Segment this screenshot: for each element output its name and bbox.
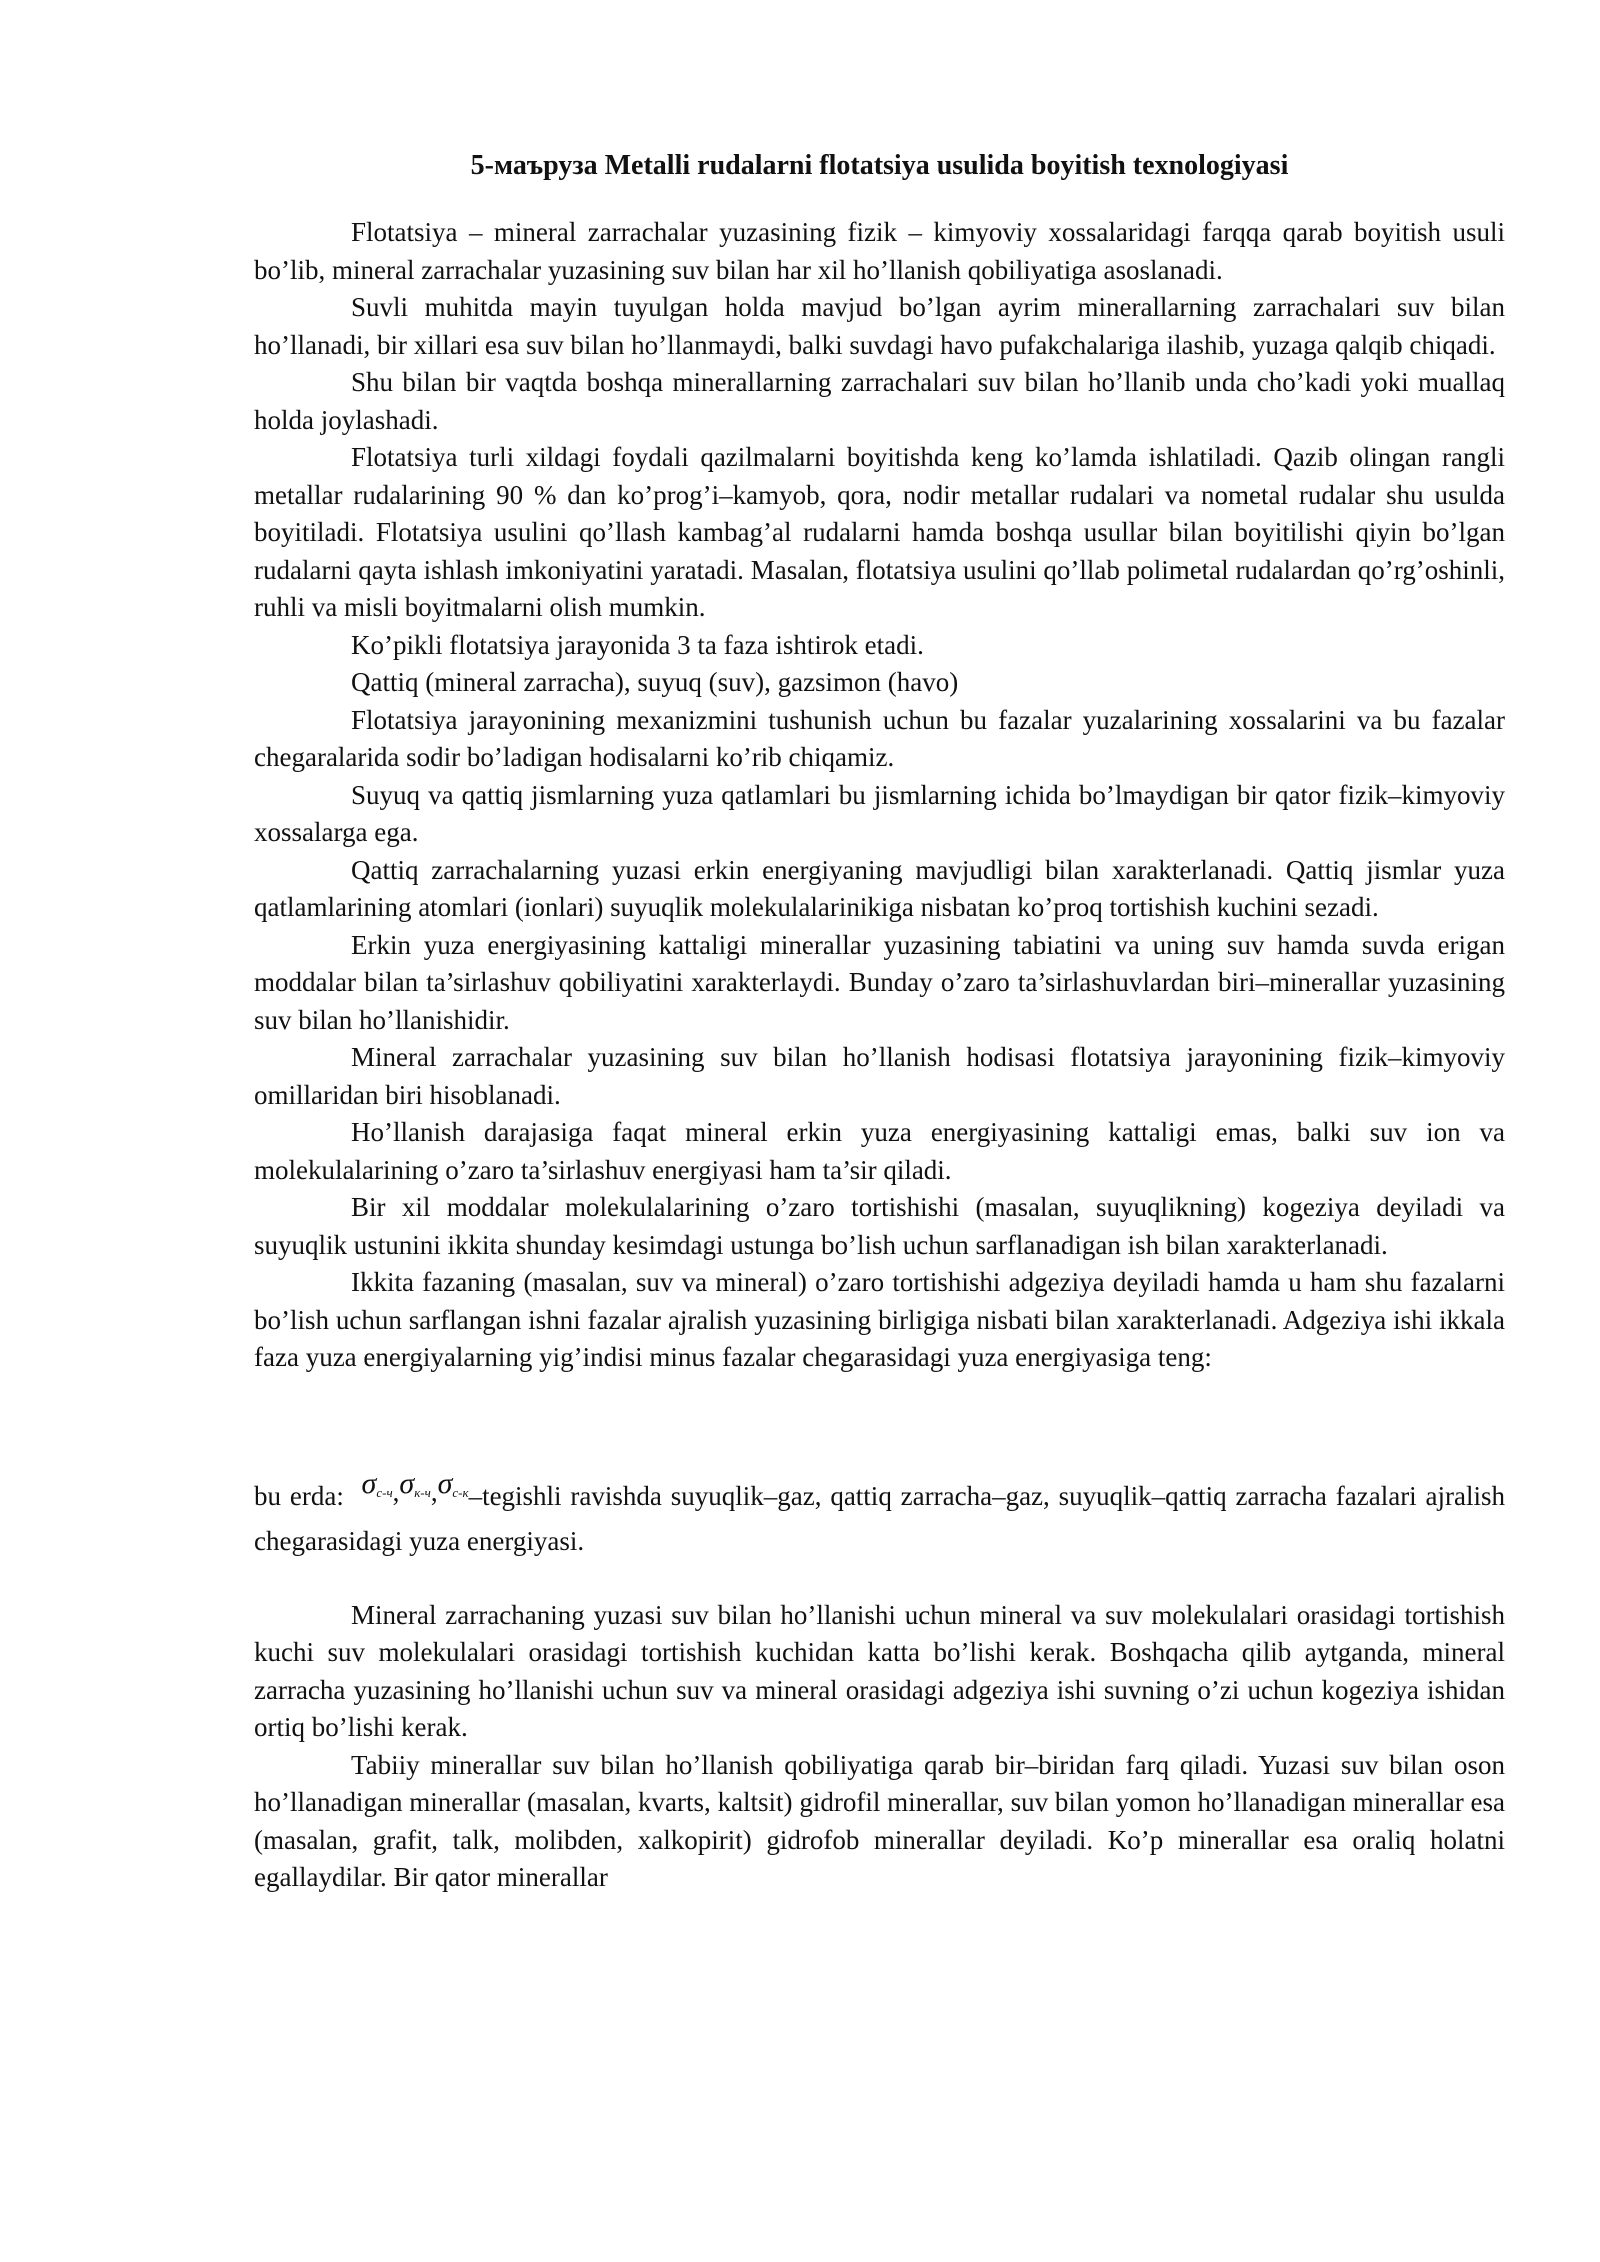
paragraph: Ikkita fazaning (masalan, suv va mineral) o’zaro tortishishi adgeziya deyiladi hamda u ham shu fazalarni bo’lish uchun sarflangan ishni fazalar ajralish yuzasining birligiga nisbati bilan xarakterlanadi. Adgeziya ishi ikkala faza yuza energiyalarning yig’indisi minus fazalar chegarasidagi yuza energiyasiga teng: bbox=[254, 1267, 1505, 1372]
spacer bbox=[254, 1561, 1505, 1597]
paragraph: Mineral zarrachaning yuzasi suv bilan ho’llanishi uchun mineral va suv molekulalari orasidagi tortishish kuchi suv molekulalari orasidagi tortishish kuchidan katta bo’lishi kerak. Boshqacha qilib aytganda, mineral zarracha yuzasining ho’llanishi uchun suv va mineral orasidagi adgeziya ishi suvning o’zi uchun kogeziya ishidan ortiq bo’lishi kerak. bbox=[254, 1599, 1505, 1742]
paragraph: Ho’llanish darajasiga faqat mineral erkin yuza energiyasining kattaligi emas, balki suv ion va molekulalarining o’zaro ta’sirlashuv energiyasi ham ta’sir qiladi. bbox=[254, 1117, 1505, 1185]
paragraph: Suvli muhitda mayin tuyulgan holda mavjud bo’lgan ayrim minerallarning zarrachalari suv bilan ho’llanadi, bir xillari esa suv bilan ho’llanmaydi, balki suvdagi havo pufakchalariga ilashib, yuzaga qalqib chiqadi. bbox=[254, 292, 1505, 360]
paragraph: Ko’pikli flotatsiya jarayonida 3 ta faza ishtirok etadi. bbox=[351, 629, 924, 660]
paragraph: Qattiq zarrachalarning yuzasi erkin energiyaning mavjudligi bilan xarakterlanadi. Qattiq jismlar yuza qatlamlarining atomlari (ionlari) suyuqlik molekulalarinikiga nisbatan ko’proq tortishish kuchini sezadi. bbox=[254, 854, 1505, 922]
formula-note-text: –tegishli ravishda suyuqlik–gaz, qattiq zarracha–gaz, suyuqlik–qattiq zarracha fazalari ajralish chegarasidagi yuza energiyasi. bbox=[254, 1480, 1506, 1556]
lecture-title: 5-маъруза Metalli rudalarni flotatsiya usulida boyitish texnologiyasi bbox=[470, 150, 1289, 181]
formula-note-lead: bu erda: bbox=[254, 1480, 344, 1511]
paragraph: Shu bilan bir vaqtda boshqa minerallarning zarrachalari suv bilan ho’llanib unda cho’kadi yoki muallaq holda joylashadi. bbox=[254, 367, 1505, 435]
sigma-solid-gas: $\sigma_{к-ч}$ bbox=[399, 1466, 431, 1500]
formula-placeholder bbox=[254, 1377, 1505, 1477]
sigma-liquid-gas: $\sigma_{с-ч}$ bbox=[361, 1466, 393, 1500]
paragraph: Flotatsiya turli xildagi foydali qazilmalarni boyitishda keng ko’lamda ishlatiladi. Qazib olingan rangli metallar rudalarining 90 % dan ko’prog’i–kamyob, qora, nodir metallar rudalari va nometal rudalar shu usulda boyitiladi. Flotatsiya usulini qo’llash kambag’al rudalarni hamda boshqa usullar bilan boyitilishi qiyin bo’lgan rudalarni qayta ishlash imkoniyatini yaratadi. Masalan, flotatsiya usulini qo’llab polimetal rudalardan qo’rg’oshinli, ruhli va misli boyitmalarni olish mumkin. bbox=[254, 442, 1505, 622]
body-section-b bbox=[254, 1597, 1505, 1897]
paragraph: Mineral zarrachalar yuzasining suv bilan ho’llanish hodisasi flotatsiya jarayonining fizik–kimyoviy omillaridan biri hisoblanadi. bbox=[254, 1042, 1505, 1110]
paragraph: Erkin yuza energiyasining kattaligi minerallar yuzasining tabiatini va uning suv hamda suvda erigan moddalar bilan ta’sirlashuv qobiliyatini xarakterlaydi. Bunday o’zaro ta’sirlashuvlardan biri–minerallar yuzasining suv bilan ho’llanishidir. bbox=[254, 929, 1505, 1035]
body-section-a bbox=[254, 214, 1505, 1377]
paragraph: Flotatsiya – mineral zarrachalar yuzasining fizik – kimyoviy xossalaridagi farqqa qarab boyitish usuli bo’lib, mineral zarrachalar yuzasining suv bilan har xil ho’llanish qobiliyatiga asoslanadi. bbox=[254, 217, 1505, 285]
paragraph: Bir xil moddalar molekulalarining o’zaro tortishishi (masalan, suyuqlikning) kogeziya deyiladi va suyuqlik ustunini ikkita shunday kesimdagi ustunga bo’lish uchun sarflanadigan ish bilan xarakterlanadi. bbox=[254, 1192, 1505, 1260]
paragraph: Suyuq va qattiq jismlarning yuza qatlamlari bu jismlarning ichida bo’lmaydigan bir qator fizik–kimyoviy xossalarga ega. bbox=[254, 779, 1505, 847]
paragraph: Tabiiy minerallar suv bilan ho’llanish qobiliyatiga qarab bir–biridan farq qiladi. Yuzasi suv bilan oson ho’llanadigan minerallar (masalan, kvarts, kaltsit) gidrofil minerallar, suv bilan yomon ho’llanadigan minerallar esa (masalan, grafit, talk, molibden, xalkopirit) gidrofob minerallar deyiladi. Ko’p minerallar esa oraliq holatni egallaydilar. Bir qator minerallar bbox=[254, 1749, 1505, 1892]
sigma-liquid-solid: $\sigma_{с-к}$ bbox=[437, 1466, 469, 1500]
paragraph: Flotatsiya jarayonining mexanizmini tushunish uchun bu fazalar yuzalarining xossalarini va bu fazalar chegaralarida sodir bo’ladigan hodisalarni ko’rib chiqamiz. bbox=[254, 704, 1505, 772]
paragraph: Qattiq (mineral zarracha), suyuq (suv), gazsimon (havo) bbox=[351, 667, 959, 697]
formula-note: bu erda: $\sigma_{с-ч},\sigma_{к-ч},\sigma_{с-к}$–tegishli ravishda suyuqlik–gaz, qattiq zarracha–gaz, suyuqlik–qattiq zarracha fazalari ajralish chegarasidagi yuza energiyasi. bbox=[254, 1466, 1506, 1556]
